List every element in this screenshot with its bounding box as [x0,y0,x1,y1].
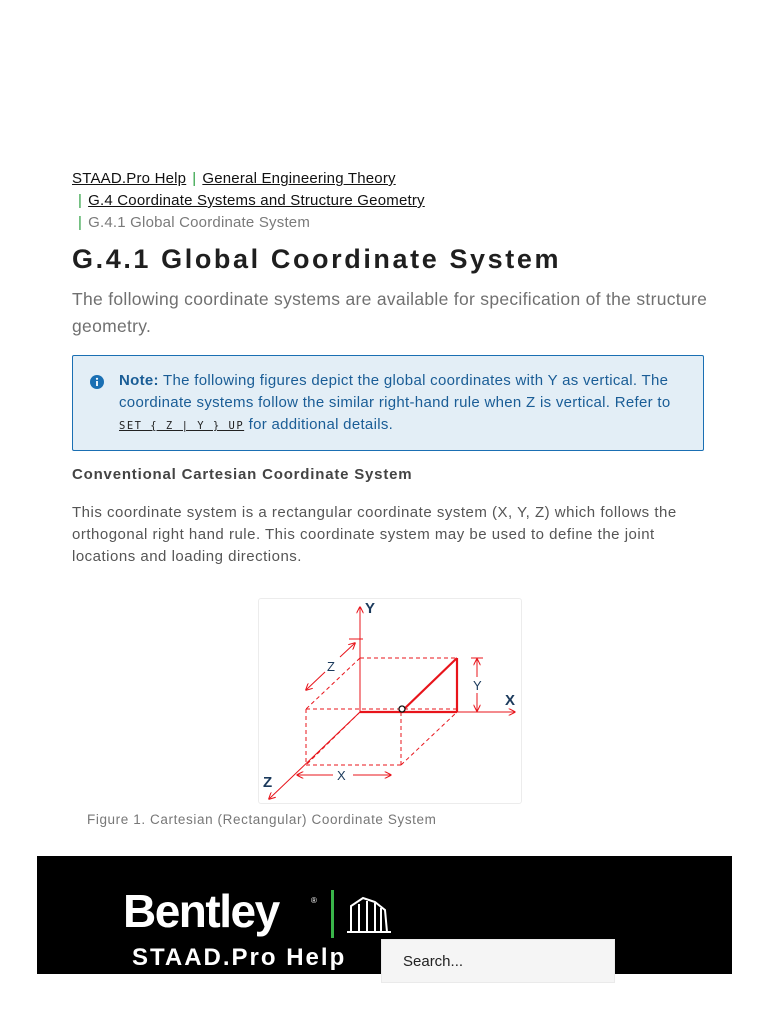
note-callout [72,355,704,451]
note-label: Note: [119,372,159,389]
z-dimension-label: Z [327,659,335,674]
cartesian-figure [258,598,522,804]
info-icon [90,375,104,389]
building-logo-icon [347,894,391,934]
x-dimension-label: X [337,768,346,783]
product-name[interactable]: STAAD.Pro Help [132,944,347,971]
note-body: The following figures depict the global coordinates with Y as vertical. The coordinate systems follow the similar right-hand rule when Z is vertical. Refer to [119,372,671,411]
breadcrumb-separator: | [78,214,83,231]
x-axis-label: X [505,692,516,709]
breadcrumb-separator: | [192,170,197,187]
breadcrumb-link-staad-pro-help[interactable]: STAAD.Pro Help [72,170,187,187]
page-title: G.4.1 Global Coordinate System [72,244,562,274]
logo-divider [331,890,334,938]
search-input[interactable] [382,940,614,982]
section-heading: Conventional Cartesian Coordinate System [72,466,413,483]
breadcrumb-separator: | [78,192,83,209]
set-up-command-link[interactable]: SET { Z | Y } UP [119,420,245,432]
figure-caption: Figure 1. Cartesian (Rectangular) Coordinate System [87,812,437,827]
note-body-end: for additional details. [248,416,394,433]
breadcrumb-link-coordinate-systems[interactable]: G.4 Coordinate Systems and Structure Geometry [88,192,425,209]
y-axis-label: Y [365,600,376,617]
bentley-logo[interactable]: Bentley [123,885,279,937]
y-dimension-label: Y [473,678,482,693]
search-box [381,939,615,983]
z-axis-label: Z [263,774,273,791]
z-axis-line [269,712,360,799]
coordinate-system-diagram [259,599,521,803]
registered-mark: ® [311,896,317,905]
intro-text: The following coordinate systems are available for specification of the structure geometry. [72,289,708,336]
breadcrumb-link-general-engineering-theory[interactable]: General Engineering Theory [202,170,396,187]
note-text [119,370,689,437]
section-paragraph: This coordinate system is a rectangular coordinate system (X, Y, Z) which follows the orthogonal right hand rule. This coordinate system may be used to define the joint locations and loading directions. [72,504,677,565]
breadcrumb-current: G.4.1 Global Coordinate System [88,214,311,231]
breadcrumb [72,168,732,234]
